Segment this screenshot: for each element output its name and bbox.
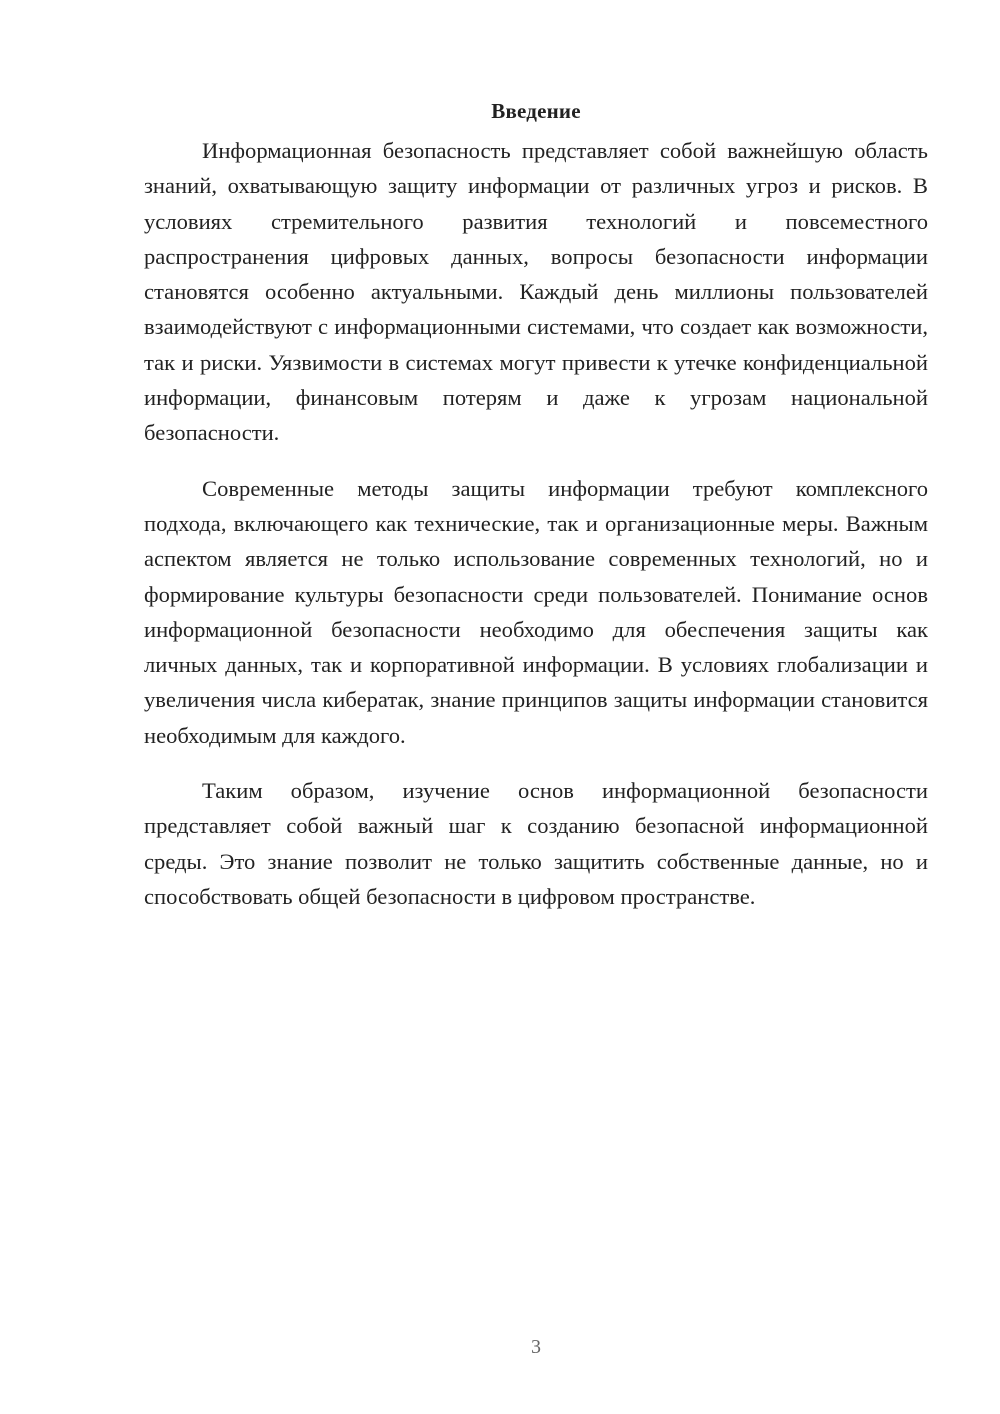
paragraph-3: Таким образом, изучение основ информационной безопасности представляет собой важный шаг к созданию безопасной информационной среды. Это знание позволит не только защитить собственные данные, но и способствовать общей безопасности в цифровом пространстве. [144,778,928,909]
section-heading: Введение [491,99,581,123]
paragraph-1: Информационная безопасность представляет собой важнейшую область знаний, охватывающую защиту информации от различных угроз и рисков. В условиях стремительного развития технологий и повсеместного распространения цифровых данных, вопросы безопасности информации становятся особенно актуальными. Каждый день миллионы пользователей взаимодействуют с информационными системами, что создает как возможности, так и риски. Уязвимости в системах могут привести к утечке конфиденциальной информации, финансовым потерям и даже к угрозам национальной безопасности. [144,138,928,446]
paragraph-2: Современные методы защиты информации требуют комплексного подхода, включающего как технические, так и организационные меры. Важным аспектом является не только использование современных технологий, но и формирование культуры безопасности среди пользователей. Понимание основ информационной безопасности необходимо для обеспечения защиты как личных данных, так и корпоративной информации. В условиях глобализации и увеличения числа кибератак, знание принципов защиты информации становится необходимым для каждого. [144,475,928,748]
page-content [144,96,928,934]
page-number: 3 [531,1336,541,1358]
